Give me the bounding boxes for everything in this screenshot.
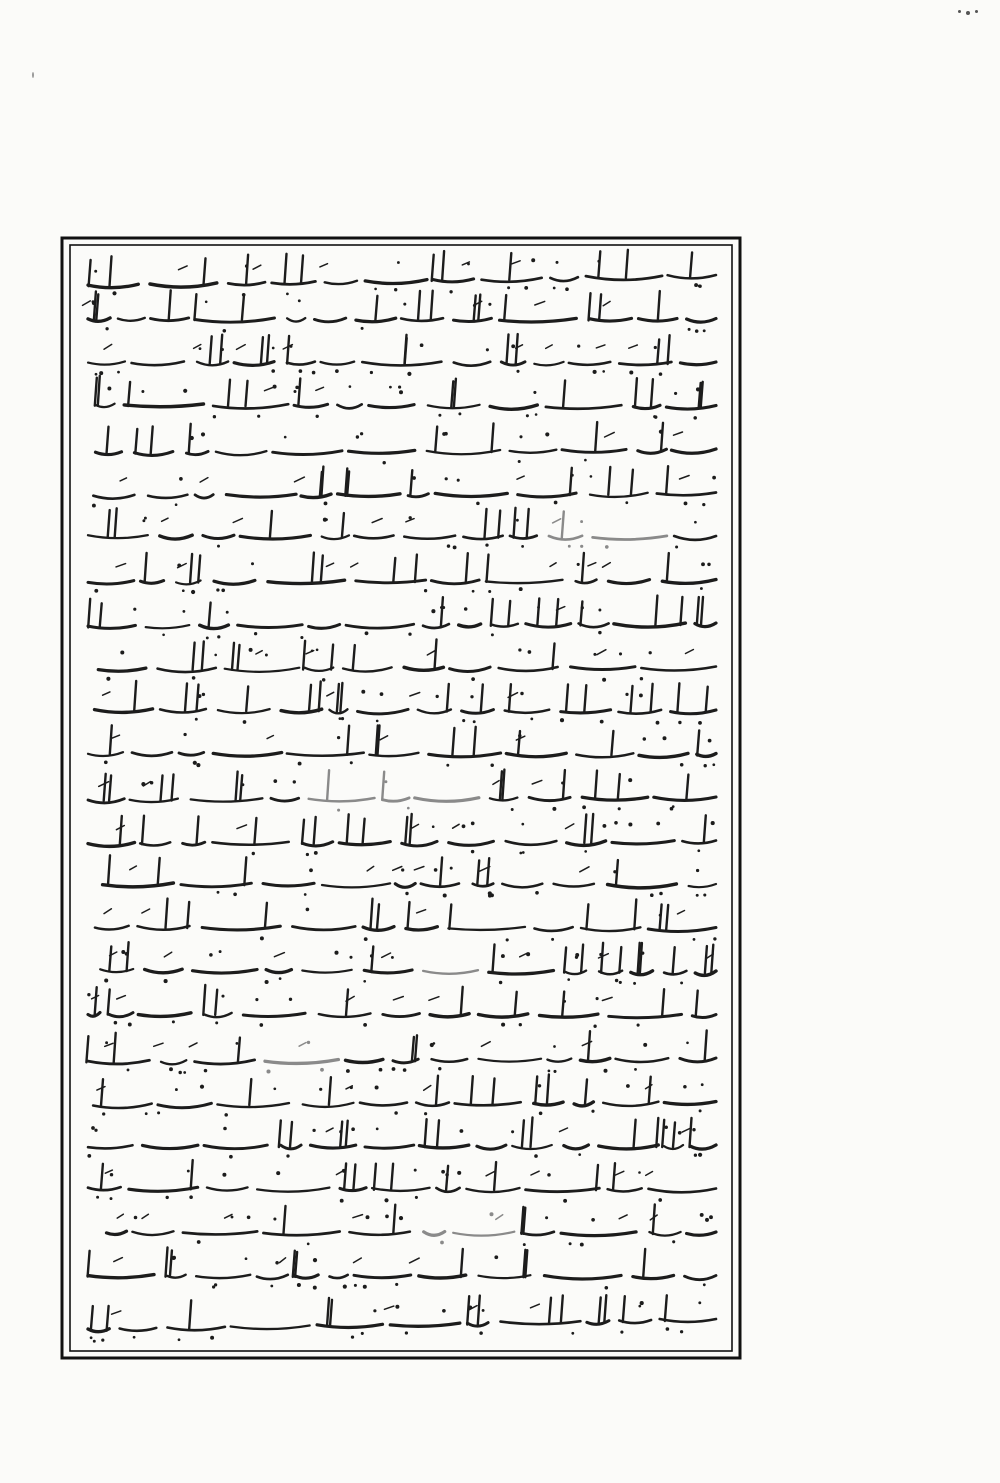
manuscript-line (103, 855, 716, 897)
manuscript-line (88, 1160, 716, 1203)
manuscript-line (88, 1248, 716, 1290)
top-right-mark (966, 11, 970, 15)
manuscript-line (100, 942, 716, 985)
manuscript-line (86, 1031, 716, 1075)
margin-mark (32, 72, 34, 78)
top-right-mark (958, 10, 961, 13)
manuscript-line (95, 899, 717, 942)
manuscript-line (88, 725, 716, 767)
manuscript-line (87, 985, 716, 1028)
manuscript-line (88, 596, 716, 640)
manuscript-line (88, 334, 716, 376)
manuscript-line (96, 422, 717, 464)
manuscript-line (93, 1075, 716, 1117)
manuscript-line (88, 508, 716, 550)
manuscript-line (88, 770, 716, 812)
manuscript-line (87, 1117, 716, 1158)
manuscript-line (107, 1205, 717, 1247)
manuscript-line (95, 376, 716, 420)
manuscript-line (88, 250, 716, 297)
manuscript-line (83, 290, 717, 333)
top-right-mark (975, 10, 978, 13)
manuscript-line (88, 553, 716, 594)
manuscript-line (95, 681, 717, 725)
manuscript-line (88, 814, 716, 856)
manuscript-line (88, 1295, 716, 1342)
manuscript-line (98, 639, 716, 681)
manuscript-text-block (83, 250, 717, 1343)
manuscript-line (92, 466, 716, 507)
